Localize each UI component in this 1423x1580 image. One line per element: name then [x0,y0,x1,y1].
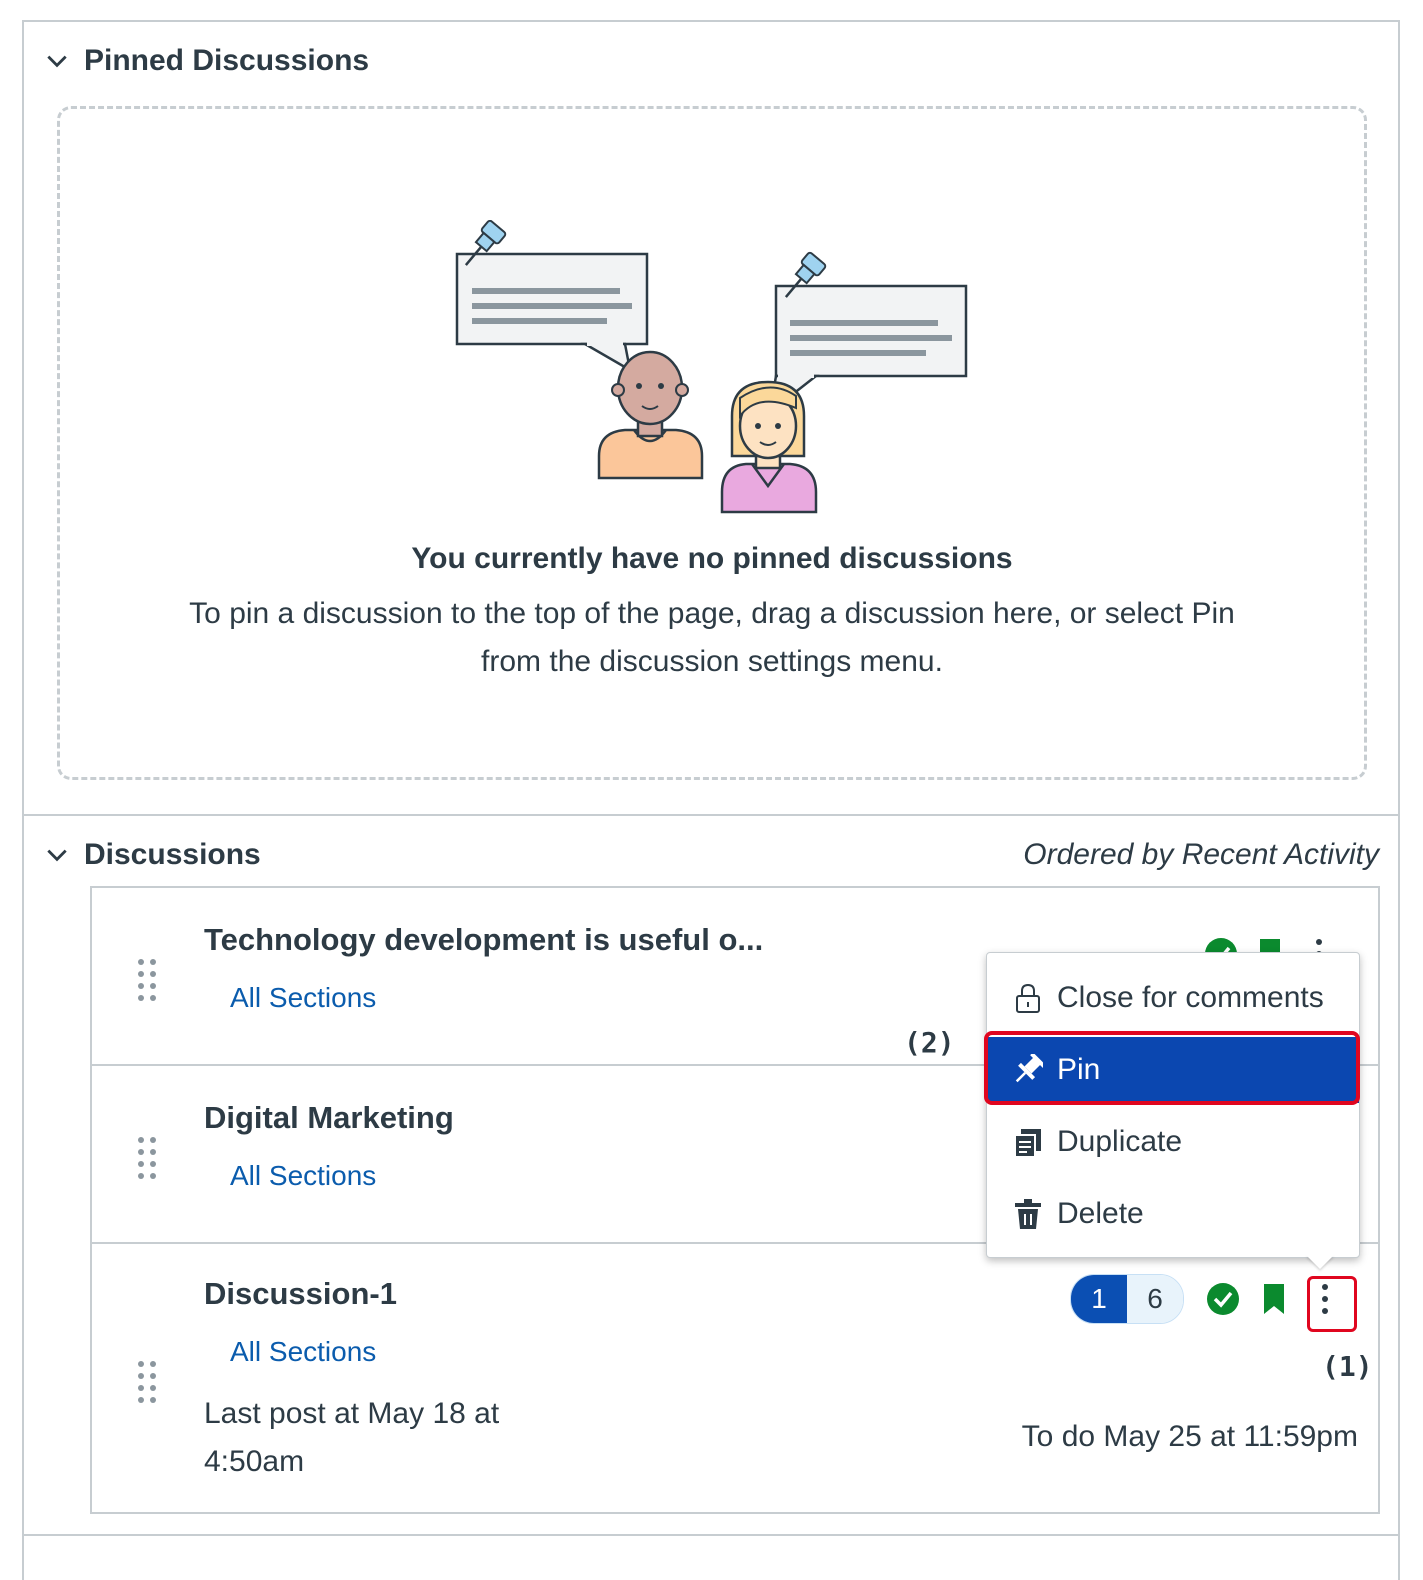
lock-icon [1013,982,1043,1014]
last-post-line-1: Last post at May 18 at [204,1397,500,1430]
unread-count: 1 [1071,1275,1127,1323]
section-divider [22,1534,1400,1536]
menu-item-duplicate[interactable] [987,1109,1359,1175]
empty-state-line-2: from the discussion settings menu. [481,645,943,678]
empty-state-title: You currently have no pinned discussions [411,542,1013,575]
chevron-down-icon [44,48,70,74]
discussion-title[interactable]: Discussion-1 [204,1276,397,1311]
chevron-down-icon [44,842,70,868]
drag-handle-icon[interactable] [136,1360,158,1404]
empty-state-description [57,590,1367,686]
discussion-row[interactable] [92,1242,1378,1514]
row-status-icons [1070,1274,1342,1324]
discussion-options-menu [986,952,1360,1258]
discussion-title[interactable]: Digital Marketing [204,1100,454,1135]
discussions-section-header[interactable] [44,838,261,872]
reply-count-pill[interactable] [1070,1274,1184,1324]
menu-item-label: Close for comments [1057,981,1324,1014]
last-post-line-2: 4:50am [204,1445,305,1478]
section-divider [22,814,1400,816]
bookmark-icon[interactable] [1262,1284,1286,1314]
menu-item-delete[interactable] [987,1181,1359,1247]
empty-state-line-1: To pin a discussion to the top of the page, drag a discussion here, or select Pin [189,597,1235,630]
menu-item-label: Duplicate [1057,1125,1183,1158]
menu-item-label: Delete [1057,1197,1144,1230]
order-label: Ordered by Recent Activity [1023,838,1379,871]
todo-date: To do May 25 at 11:59pm [1021,1420,1358,1453]
options-highlight-box [1307,1276,1357,1332]
published-check-icon[interactable] [1206,1282,1240,1316]
drag-handle-icon[interactable] [136,1136,158,1180]
step-1-callout: (1) [1322,1350,1373,1383]
menu-item-label: Pin [1057,1053,1101,1086]
sections-link[interactable]: All Sections [230,1160,377,1191]
sections-link[interactable]: All Sections [230,982,377,1013]
pin-highlight-box [984,1031,1360,1105]
menu-caret [1306,1255,1334,1269]
step-2-callout: (2) [904,1026,955,1059]
sections-link[interactable]: All Sections [230,1336,377,1367]
trash-icon [1013,1198,1043,1230]
last-post-info [204,1390,584,1486]
total-count: 6 [1127,1275,1183,1323]
pinned-section-title: Pinned Discussions [84,44,370,77]
pinned-discussions-illustration-icon [440,220,980,520]
drag-handle-icon[interactable] [136,958,158,1002]
duplicate-icon [1013,1126,1043,1158]
menu-item-close-for-comments[interactable] [987,965,1359,1031]
discussion-title[interactable]: Technology development is useful o... [204,922,764,957]
discussions-section-title: Discussions [84,838,261,871]
pinned-section-header[interactable] [44,44,369,78]
